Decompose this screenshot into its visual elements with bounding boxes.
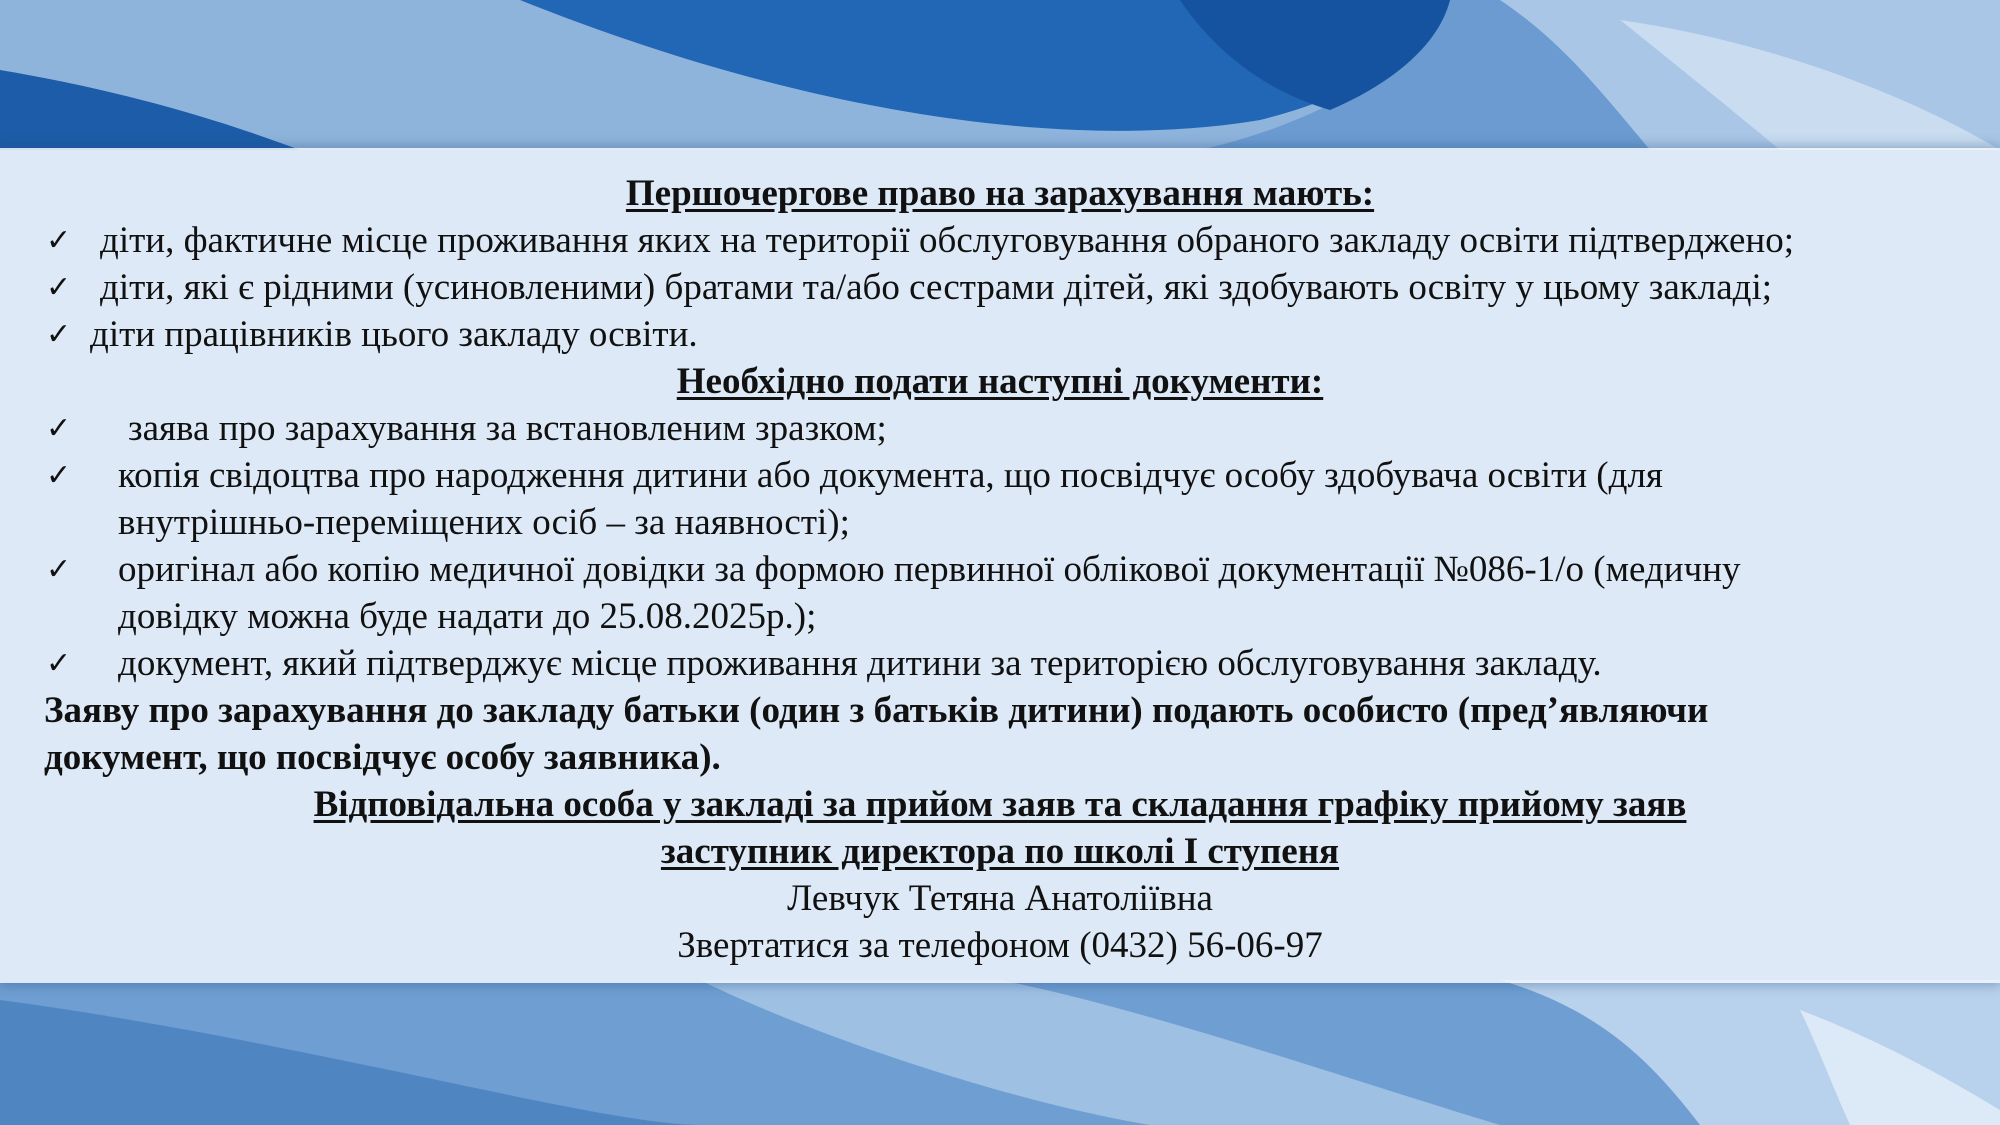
announcement xyxy=(0,170,2000,969)
priority-item-text: діти, фактичне місце проживання яких на території обслуговування обраного закладу освіти підтверджено; xyxy=(100,220,1794,261)
document-item-text: заява про зарахування за встановленим зразком; xyxy=(128,408,887,449)
responsible-heading: Відповідальна особа у закладі за прийом заяв та складання графіку прийому заяв xyxy=(313,784,1687,825)
responsible-line-2 xyxy=(0,828,2000,875)
checkmark-icon: ✓ xyxy=(46,270,72,305)
checkmark-icon: ✓ xyxy=(46,317,72,352)
responsible-name: Левчук Тетяна Анатоліївна xyxy=(787,878,1213,919)
document-item-2 xyxy=(0,452,2000,499)
document-item-1 xyxy=(0,405,2000,452)
checkmark-icon: ✓ xyxy=(46,458,72,493)
priority-item-1 xyxy=(0,217,2000,264)
documents-heading: Необхідно подати наступні документи: xyxy=(676,361,1324,402)
document-item-text: оригінал або копію медичної довідки за формою первинної облікової документації №086-1/о (медичну xyxy=(118,549,1741,590)
responsible-position: заступник директора по школі І ступеня xyxy=(660,831,1340,872)
checkmark-icon: ✓ xyxy=(46,552,72,587)
priority-section xyxy=(0,170,2000,217)
priority-item-text: діти, які є рідними (усиновленими) братами та/або сестрами дітей, які здобувають освіту у цьому закладі; xyxy=(100,267,1773,308)
document-item-2-continued xyxy=(0,499,2000,546)
priority-heading: Першочергове право на зарахування мають: xyxy=(625,173,1375,214)
document-item-text: документ, який підтверджує місце проживання дитини за територією обслуговування закладу. xyxy=(118,643,1602,684)
document-item-text: довідку можна буде надати до 25.08.2025р.); xyxy=(118,596,817,637)
priority-item-text: діти працівників цього закладу освіти. xyxy=(90,314,698,355)
priority-item-2 xyxy=(0,264,2000,311)
document-item-3-continued xyxy=(0,593,2000,640)
notice-text: документ, що посвідчує особу заявника). xyxy=(44,737,721,778)
responsible-line-1 xyxy=(0,781,2000,828)
documents-section xyxy=(0,358,2000,405)
priority-item-3 xyxy=(0,311,2000,358)
checkmark-icon: ✓ xyxy=(46,646,72,681)
document-item-text: копія свідоцтва про народження дитини або документа, що посвідчує особу здобувача освіти (для xyxy=(118,455,1663,496)
notice-line-1 xyxy=(0,687,2000,734)
notice-text: Заяву про зарахування до закладу батьки (один з батьків дитини) подають особисто (пред’являючи xyxy=(44,690,1709,731)
notice-line-2 xyxy=(0,734,2000,781)
checkmark-icon: ✓ xyxy=(46,411,72,446)
checkmark-icon: ✓ xyxy=(46,223,72,258)
document-item-3 xyxy=(0,546,2000,593)
contact-phone: Звертатися за телефоном (0432) 56-06-97 xyxy=(677,925,1323,966)
document-item-4 xyxy=(0,640,2000,687)
document-item-text: внутрішньо-переміщених осіб – за наявності); xyxy=(118,502,850,543)
